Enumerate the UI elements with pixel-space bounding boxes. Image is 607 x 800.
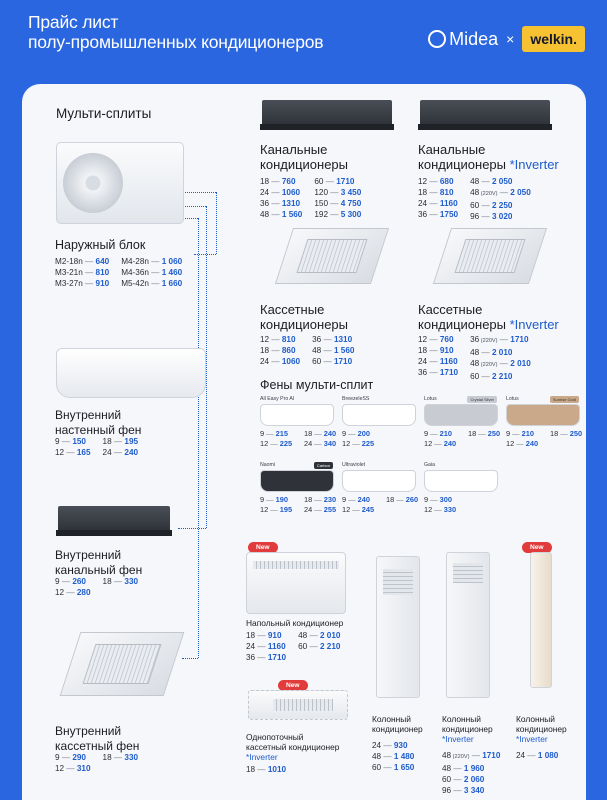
fan-price-list [424, 495, 504, 514]
fan-price-list [506, 429, 586, 448]
fan-card [260, 396, 340, 448]
wall-fan-image [342, 404, 416, 426]
cassette-panel [275, 228, 389, 284]
ducted-unit-outlet [56, 530, 172, 536]
column-ac-title: Колонный кондиционер [372, 714, 423, 734]
louver [273, 699, 333, 711]
price-row: 18 — 860 [260, 346, 296, 355]
price-row: M4-28n — 1 060 [121, 257, 183, 266]
cassette-ac-image [284, 228, 380, 284]
cassette-inverter-title: Кассетные кондиционеры *Inverter [418, 302, 559, 332]
fan-grille-icon [63, 153, 123, 213]
wall-fan-title: Внутренний настенный фен [55, 408, 142, 437]
price-row: 24 — 1160 [418, 357, 458, 366]
fan-price-list [342, 495, 422, 514]
price-column [470, 334, 531, 382]
price-row: 48 (220V) — 1710 [442, 751, 501, 760]
price-row: 36 (220V) — 1710 [470, 335, 529, 344]
price-column [260, 334, 300, 367]
price-row: 18 — 195 [102, 437, 139, 446]
header [0, 0, 607, 84]
midea-mark-icon [428, 30, 446, 48]
wall-price-list [55, 436, 138, 458]
finish-tag: Carbon [314, 462, 333, 469]
connector-line [182, 206, 206, 207]
price-row: 48 (220V) — 2 010 [470, 359, 531, 368]
price-row: 18 — 260 [386, 495, 419, 504]
price-column [312, 334, 354, 367]
price-row: M3-21n — 810 [55, 268, 110, 277]
price-row: 12 — 280 [55, 588, 91, 597]
fan-card [342, 462, 422, 514]
column-price-list [372, 740, 414, 773]
price-row: 18 — 910 [246, 631, 282, 640]
fan-card [260, 462, 340, 514]
fan-model-label: Lotus [424, 396, 437, 402]
cassette-panel [60, 632, 185, 696]
price-row: 24 — 340 [304, 438, 337, 448]
louver [453, 563, 483, 583]
price-row: 150 — 4 750 [314, 199, 362, 208]
new-badge: New [278, 674, 308, 692]
price-row: 48 — 1 480 [372, 752, 415, 761]
louver [253, 561, 339, 569]
price-row: 12 — 195 [260, 504, 293, 514]
duct-price-list [260, 176, 361, 220]
price-row: 36 — 1710 [246, 653, 287, 662]
outdoor-unit-image [56, 142, 184, 224]
price-row: 9 — 150 [55, 437, 86, 446]
price-row: 18 — 810 [418, 188, 454, 197]
cassette-grille [296, 239, 367, 274]
one-way-price-list [246, 764, 286, 775]
price-row: 18 — 1010 [246, 765, 287, 774]
cassette-ac-title: Кассетные кондиционеры [260, 302, 349, 332]
price-row: 60 — 2 210 [298, 642, 341, 651]
inverter-label: *Inverter [509, 157, 559, 172]
price-panel [22, 84, 586, 800]
price-row: 24 — 255 [304, 504, 337, 514]
inverter-label: *Inverter [442, 734, 474, 744]
price-row: 12 — 225 [260, 438, 293, 448]
column-ac-image [376, 556, 420, 698]
slim-column-price-list [516, 750, 558, 761]
wall-fan-image [260, 404, 334, 426]
brand-logos [428, 26, 585, 52]
duct-inverter-ac-outlet [418, 124, 552, 130]
price-row: 36 — 1710 [418, 368, 459, 377]
price-column [103, 436, 139, 458]
price-column [442, 750, 500, 796]
price-row: 48 — 2 050 [470, 177, 513, 186]
inverter-label: *Inverter [509, 317, 559, 332]
duct-ac-image [262, 100, 392, 126]
fans-grid [260, 396, 586, 520]
price-row: 48 — 1 960 [442, 764, 485, 773]
price-row: 192 — 5 300 [314, 210, 362, 219]
price-row: 9 — 190 [260, 495, 288, 504]
price-row: 18 — 250 [468, 429, 501, 438]
floor-ceiling-price-list [246, 630, 340, 663]
price-column [55, 256, 109, 289]
connector-line [216, 192, 217, 254]
wall-fan-image [342, 470, 416, 492]
cassette-price-list [260, 334, 354, 367]
fan-model-label: All Easy Pro AI [260, 396, 295, 402]
one-way-cassette-image [248, 690, 348, 720]
price-row: M4-36n — 1 460 [121, 268, 183, 277]
price-row: 48 — 1 560 [312, 346, 355, 355]
duct-inverter-ac-image [420, 100, 550, 126]
price-column [55, 436, 91, 458]
connector-line [206, 206, 207, 528]
outdoor-unit-title: Наружный блок [55, 238, 146, 252]
price-row: 36 — 1750 [418, 210, 459, 219]
fan-price-list [260, 429, 340, 448]
price-column [55, 752, 91, 774]
price-row: 24 — 240 [102, 448, 139, 457]
multi-split-title: Мульти-сплиты [56, 106, 152, 121]
cassette-grille [454, 239, 525, 274]
price-row: 12 — 225 [342, 438, 375, 448]
cassette-inverter-ac-image [442, 228, 538, 284]
price-row: 36 — 1310 [260, 199, 301, 208]
finish-tag: Crystal Silver [467, 396, 497, 403]
price-row: 60 — 2 250 [470, 201, 513, 210]
price-column [470, 176, 531, 222]
cassette-unit-image [70, 632, 174, 696]
price-row: 48 (220V) — 2 050 [470, 188, 531, 197]
cassette-grille [83, 644, 161, 684]
connector-line [182, 192, 216, 193]
duct-ac-title: Канальные кондиционеры [260, 142, 349, 172]
fan-model-label: Naomi [260, 462, 275, 468]
title-line-1: Прайс лист [28, 12, 119, 32]
price-row: 24 — 1 080 [516, 751, 559, 760]
price-row: 12 — 310 [55, 764, 91, 773]
price-column [246, 764, 286, 775]
floor-ceiling-title: Напольный кондиционер [246, 618, 344, 628]
price-column [103, 752, 139, 774]
cassette-inverter-price-list [418, 334, 531, 382]
column-inverter-title: Колонный кондиционер *Inverter [442, 714, 493, 744]
slim-column-title: Колонный кондиционер *Inverter [516, 714, 567, 744]
price-row: M2-18n — 640 [55, 257, 110, 266]
page-title [28, 12, 323, 52]
inverter-label: *Inverter [246, 752, 278, 762]
title-line-2: полу-промышленных кондиционеров [28, 32, 324, 52]
price-row: 12 — 330 [424, 504, 457, 514]
fan-model-label: BreezeleSS [342, 396, 370, 402]
price-row: 9 — 300 [424, 495, 452, 504]
price-row: 120 — 3 450 [314, 188, 362, 197]
price-row: 60 — 2 060 [442, 775, 485, 784]
cassette-panel [433, 228, 547, 284]
one-way-title: Однопоточный кассетный кондиционер *Inverter [246, 732, 340, 762]
connector-line [182, 658, 198, 659]
fan-price-list [260, 495, 340, 514]
price-row: 12 — 680 [418, 177, 454, 186]
ducted-fan-title: Внутренний канальный фен [55, 548, 143, 577]
price-column [372, 740, 414, 773]
price-row: 60 — 1710 [314, 177, 355, 186]
connector-line [178, 528, 206, 529]
price-column [246, 630, 286, 663]
price-row: 24 — 1160 [418, 199, 458, 208]
fan-card [424, 396, 504, 448]
price-row: 24 — 1160 [246, 642, 286, 651]
inverter-label: *Inverter [516, 734, 548, 744]
price-row: 18 — 330 [102, 753, 139, 762]
price-row: 18 — 760 [260, 177, 296, 186]
connector-line [198, 218, 199, 658]
fan-card [506, 396, 586, 448]
welkin-logo: welkin. [522, 26, 585, 52]
price-column [55, 576, 91, 598]
connector-line [182, 218, 198, 219]
price-row: 12 — 165 [55, 448, 91, 457]
column-inverter-ac-image [446, 552, 490, 698]
price-column [298, 630, 340, 663]
price-row: 48 — 2 010 [470, 348, 513, 357]
price-row: 12 — 240 [506, 438, 539, 448]
brand-separator: × [506, 31, 515, 47]
floor-ceiling-ac-image [246, 552, 346, 614]
fan-price-list [424, 429, 504, 448]
price-column [121, 256, 182, 289]
duct-inverter-title: Канальные кондиционеры *Inverter [418, 142, 559, 172]
price-row: M5-42n — 1 660 [121, 279, 183, 288]
price-row: 18 — 240 [304, 429, 337, 438]
price-row: 48 — 1 560 [260, 210, 303, 219]
fan-card [342, 396, 422, 448]
outdoor-price-list [55, 256, 182, 289]
price-row: 12 — 245 [342, 504, 375, 514]
cassette-fan-price-list [55, 752, 138, 774]
price-row: 48 — 2 010 [298, 631, 341, 640]
price-row: 9 — 290 [55, 753, 86, 762]
fan-model-label: Lotus [506, 396, 519, 402]
price-row: 24 — 1060 [260, 357, 301, 366]
price-row: 18 — 910 [418, 346, 454, 355]
louver [383, 569, 413, 595]
price-row: 24 — 930 [372, 741, 408, 750]
price-row: 12 — 810 [260, 335, 296, 344]
price-row: 18 — 330 [102, 577, 139, 586]
price-column [260, 176, 302, 220]
price-row: 60 — 1 650 [372, 763, 415, 772]
price-row: 9 — 210 [506, 429, 534, 438]
price-row: 9 — 200 [342, 429, 370, 438]
fan-model-label: Gaia [424, 462, 435, 468]
price-column [314, 176, 361, 220]
midea-logo: Midea [428, 29, 498, 50]
price-row: 24 — 1060 [260, 188, 301, 197]
price-row: 12 — 240 [424, 438, 457, 448]
price-column [103, 576, 139, 598]
price-row: 18 — 250 [550, 429, 583, 438]
wall-fan-image [424, 470, 498, 492]
cassette-fan-title: Внутренний кассетный фен [55, 724, 140, 753]
new-badge: New [522, 536, 552, 554]
price-row: 36 — 1310 [312, 335, 353, 344]
fan-price-list [342, 429, 422, 448]
price-row: M3-27n — 910 [55, 279, 110, 288]
price-row: 9 — 260 [55, 577, 86, 586]
wall-unit-image [56, 348, 206, 398]
column-inverter-price-list [442, 750, 500, 796]
price-column [418, 176, 458, 222]
price-column [516, 750, 558, 761]
price-row: 96 — 3 020 [470, 212, 513, 221]
price-row: 60 — 2 210 [470, 372, 513, 381]
price-row: 9 — 210 [424, 429, 452, 438]
price-row: 96 — 3 340 [442, 786, 485, 795]
duct-inverter-price-list [418, 176, 531, 222]
price-row: 60 — 1710 [312, 357, 353, 366]
fans-multi-split-title: Фены мульти-сплит [260, 378, 374, 392]
fan-card [424, 462, 504, 514]
fan-model-label: Ultraviolet [342, 462, 366, 468]
ducted-unit-image [58, 506, 170, 532]
duct-ac-outlet [260, 124, 394, 130]
finish-tag: Sunrise Gold [550, 396, 579, 403]
price-row: 9 — 215 [260, 429, 288, 438]
price-row: 9 — 240 [342, 495, 370, 504]
price-row: 18 — 230 [304, 495, 337, 504]
ducted-price-list [55, 576, 138, 598]
slim-column-ac-image [530, 552, 552, 688]
price-row: 12 — 760 [418, 335, 454, 344]
price-column [418, 334, 458, 382]
new-badge: New [248, 536, 278, 554]
